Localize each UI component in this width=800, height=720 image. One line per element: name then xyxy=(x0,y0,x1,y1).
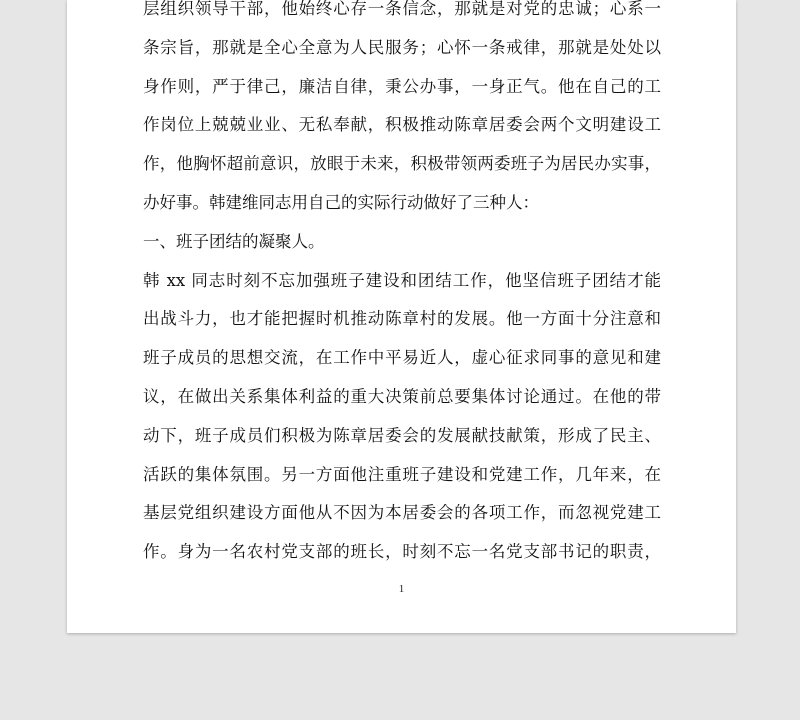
section-heading: 一、班子团结的凝聚人。 xyxy=(143,231,325,251)
text-line: 条宗旨，那就是全心全意为人民服务；心怀一条戒律，那就是处处以 xyxy=(143,37,661,57)
text-line: 韩 xx 同志时刻不忘加强班子建设和团结工作，他坚信班子团结才能 xyxy=(143,270,661,290)
text-line: 身作则，严于律己，廉洁自律，秉公办事，一身正气。他在自己的工 xyxy=(143,76,661,96)
text-line: 出战斗力，也才能把握时机推动陈章村的发展。他一方面十分注意和 xyxy=(143,309,661,329)
text-line: 活跃的集体氛围。另一方面他注重班子建设和党建工作，几年来，在 xyxy=(143,464,661,484)
text-line: 作。身为一名农村党支部的班长，时刻不忘一名党支部书记的职责， xyxy=(143,542,661,562)
text-line: 层组织领导干部，他始终心存一条信念，那就是对党的忠诚；心系一 xyxy=(143,0,661,18)
text-line: 基层党组织建设方面他从不因为本居委会的各项工作，而忽视党建工 xyxy=(143,503,661,523)
text-line: 议，在做出关系集体利益的重大决策前总要集体讨论通过。在他的带 xyxy=(143,386,661,406)
text-line: 班子成员的思想交流，在工作中平易近人，虚心征求同事的意见和建 xyxy=(143,348,661,368)
document-page xyxy=(67,0,736,633)
text-line: 作岗位上兢兢业业、无私奉献，积极推动陈章居委会两个文明建设工 xyxy=(143,115,661,135)
page-number: 1 xyxy=(398,583,405,595)
text-line: 动下，班子成员们积极为陈章居委会的发展献技献策，形成了民主、 xyxy=(143,425,661,445)
body-text xyxy=(143,0,661,572)
text-line: 作，他胸怀超前意识，放眼于未来，积极带领两委班子为居民办实事， xyxy=(143,154,661,174)
text-line: 办好事。韩建维同志用自己的实际行动做好了三种人： xyxy=(143,192,539,212)
